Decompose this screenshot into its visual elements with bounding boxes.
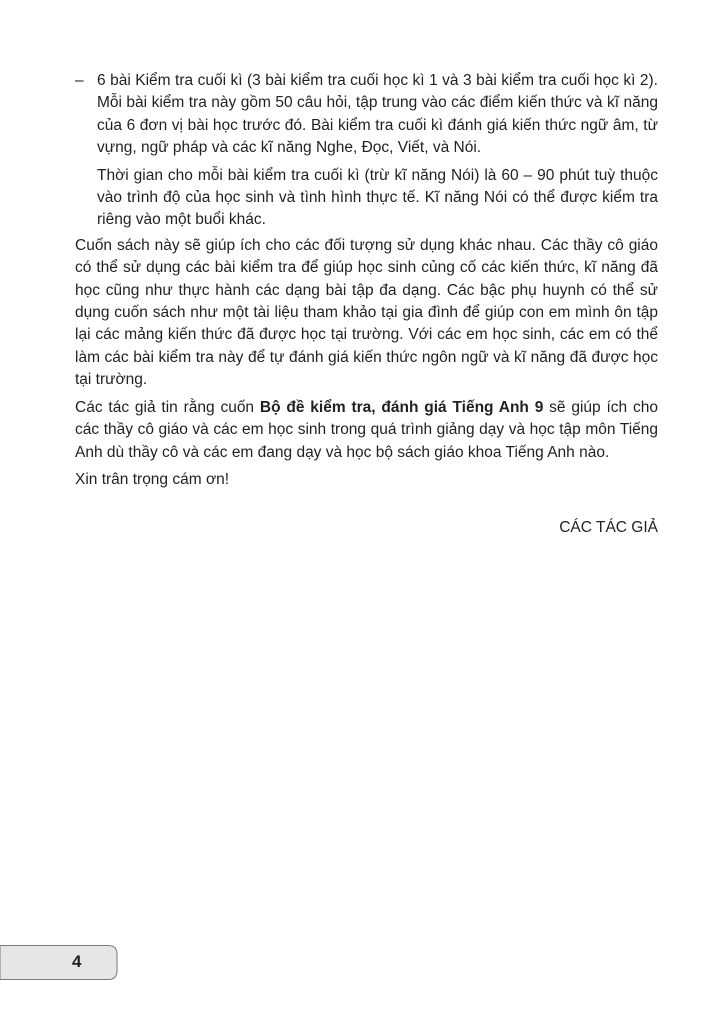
thanks-line: Xin trân trọng cám ơn! <box>75 470 230 488</box>
signature: CÁC TÁC GIẢ <box>559 519 658 537</box>
page-tab-shape <box>0 945 118 980</box>
page-number: 4 <box>72 952 82 971</box>
page-body <box>75 70 658 540</box>
paragraph-belief-after: sẽ giúp ích cho các thầy cô giáo và các em học sinh trong quá trình giảng dạy và học tập môn Tiếng Anh dù thầy cô và các em đang dạy và học bộ sách giáo khoa Tiếng Anh nào. <box>75 398 658 461</box>
paragraph-usage: Cuốn sách này sẽ giúp ích cho các đối tượng sử dụng khác nhau. Các thầy cô giáo có thể sử dụng các bài kiểm tra để giúp học sinh củng cố các kiến thức, kĩ năng đã học cũng như thực hành các dạng bài tập đa dạng. Các bậc phụ huynh có thể sử dụng cuốn sách như một tài liệu tham khảo tại gia đình để giúp con em mình ôn tập lại các mảng kiến thức đã được học tại trường. Với các em học sinh, các em có thể làm các bài kiểm tra này để tự đánh giá kiến thức ngôn ngữ và kĩ năng đã được học tại trường. <box>75 236 658 389</box>
bullet-paragraph-duration: Thời gian cho mỗi bài kiểm tra cuối kì (trừ kĩ năng Nói) là 60 – 90 phút tuỳ thuộc vào trình độ của học sinh và tình hình thực tế. Kĩ năng Nói có thể được kiểm tra riêng vào một buổi khác. <box>97 166 658 229</box>
bullet-item-final-tests <box>75 70 658 232</box>
bullet-paragraph-description: 6 bài Kiểm tra cuối kì (3 bài kiểm tra cuối học kì 1 và 3 bài kiểm tra cuối học kì 2). Mỗi bài kiểm tra này gồm 50 câu hỏi, tập trung vào các điểm kiến thức và kĩ năng của 6 đơn vị bài học trước đó. Bài kiểm tra cuối kì đánh giá kiến thức ngữ âm, từ vựng, ngữ pháp và các kĩ năng Nghe, Đọc, Viết, và Nói. <box>97 72 658 157</box>
page-number-tab <box>0 945 118 980</box>
book-title: Bộ đề kiểm tra, đánh giá Tiếng Anh 9 <box>259 398 544 416</box>
paragraph-belief <box>75 397 658 464</box>
paragraph-belief-before: Các tác giả tin rằng cuốn <box>75 398 260 416</box>
bullet-dash: – <box>75 72 84 89</box>
